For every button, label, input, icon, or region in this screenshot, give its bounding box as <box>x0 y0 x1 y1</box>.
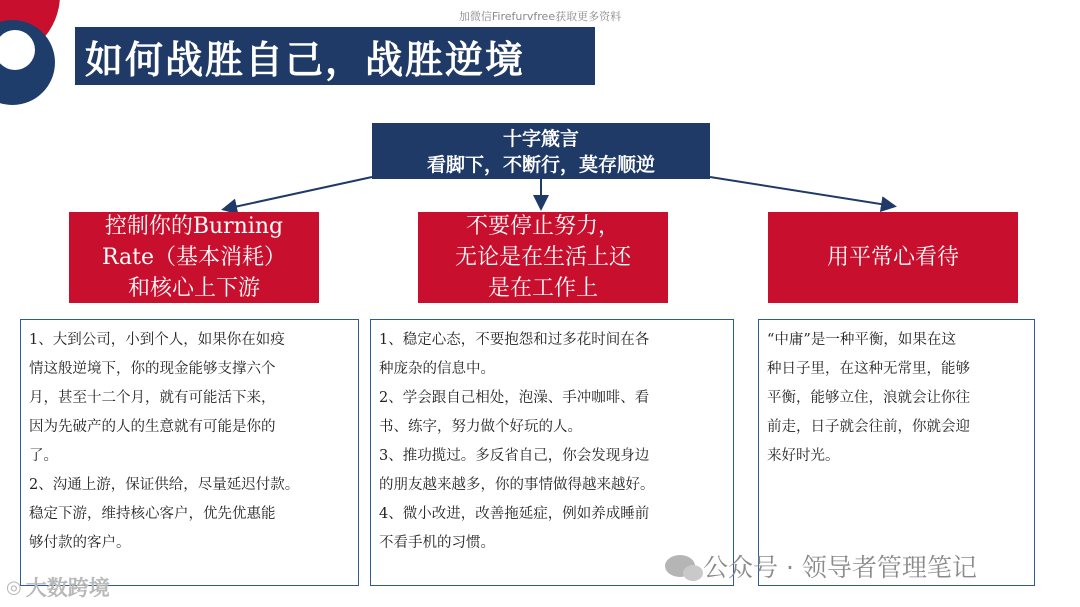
detail-1-line: 2、沟通上游，保证供给，尽量延迟付款。 <box>29 477 300 493</box>
strategy-2-line-2: 无论是在生活上还 <box>454 245 631 270</box>
motto-text: 看脚下，不断行，莫存顺逆 <box>426 154 655 176</box>
motto-heading: 十字箴言 <box>502 128 579 150</box>
detail-1-line: 因为先破产的人的生意就有可能是你的 <box>29 419 276 435</box>
detail-2-line: 的朋友越来越多，你的事情做得越来越好。 <box>379 477 655 493</box>
wechat-watermark <box>665 548 977 584</box>
detail-2-line: 2、学会跟自己相处，泡澡、手冲咖啡、看 <box>379 390 650 406</box>
strategy-2-line-1: 不要停止努力， <box>465 214 620 239</box>
detail-1-line: 情这般逆境下，你的现金能够支撑六个 <box>29 361 276 377</box>
detail-box-3 <box>758 319 1035 586</box>
detail-1-line: 了。 <box>29 448 58 464</box>
brand-watermark <box>6 572 110 602</box>
wechat-watermark-text: 公众号 · 领导者管理笔记 <box>703 553 977 582</box>
strategy-box-3 <box>768 212 1018 303</box>
arrow-left <box>225 177 372 209</box>
wechat-icon <box>665 555 695 577</box>
detail-3-line: 前走，日子就会往前，你就会迎 <box>767 419 970 435</box>
detail-2-line: 不看手机的习惯。 <box>379 535 495 551</box>
arrow-right <box>710 177 893 206</box>
detail-2-line: 书、练字，努力做个好玩的人。 <box>379 419 582 435</box>
strategy-box-1 <box>69 212 319 303</box>
motto-box <box>372 123 710 179</box>
strategy-3-line-1: 用平常心看待 <box>826 245 959 270</box>
slide-title: 如何战胜自己，战胜逆境 <box>75 27 595 85</box>
detail-box-2 <box>370 319 734 586</box>
detail-3-line: 种日子里，在这种无常里，能够 <box>767 361 970 377</box>
detail-2-line: 种庞杂的信息中。 <box>379 361 495 377</box>
detail-box-1 <box>20 319 359 586</box>
detail-1-line: 月，甚至十二个月，就有可能活下来， <box>29 390 276 406</box>
detail-1-line: 1、大到公司，小到个人，如果你在如疫 <box>29 332 285 348</box>
detail-2-line: 3、推功揽过。多反省自己，你会发现身边 <box>379 448 650 464</box>
top-watermark: 加微信Firefurvfree获取更多资料 <box>458 10 622 23</box>
strategy-2-line-3: 是在工作上 <box>487 276 598 301</box>
strategy-1-line-3: 和核心上下游 <box>127 276 260 301</box>
detail-1-line: 够付款的客户。 <box>29 535 131 551</box>
detail-3-line: 来好时光。 <box>767 448 840 464</box>
detail-2-line: 4、微小改进，改善拖延症，例如养成睡前 <box>379 506 650 522</box>
detail-3-line: 平衡，能够立住，浪就会让你往 <box>767 390 970 406</box>
strategy-box-2 <box>418 212 668 303</box>
strategy-1-line-1: 控制你的Burning <box>104 214 284 239</box>
detail-1-line: 稳定下游，维持核心客户，优先优惠能 <box>29 506 276 522</box>
brand-logo-icon: ◎ <box>6 576 22 598</box>
strategy-1-line-2: Rate（基本消耗） <box>101 245 287 270</box>
brand-watermark-text: 大数跨境 <box>25 576 110 600</box>
detail-2-line: 1、稳定心态，不要抱怨和过多花时间在各 <box>379 332 650 348</box>
detail-3-line: “中庸”是一种平衡，如果在这 <box>767 332 956 348</box>
